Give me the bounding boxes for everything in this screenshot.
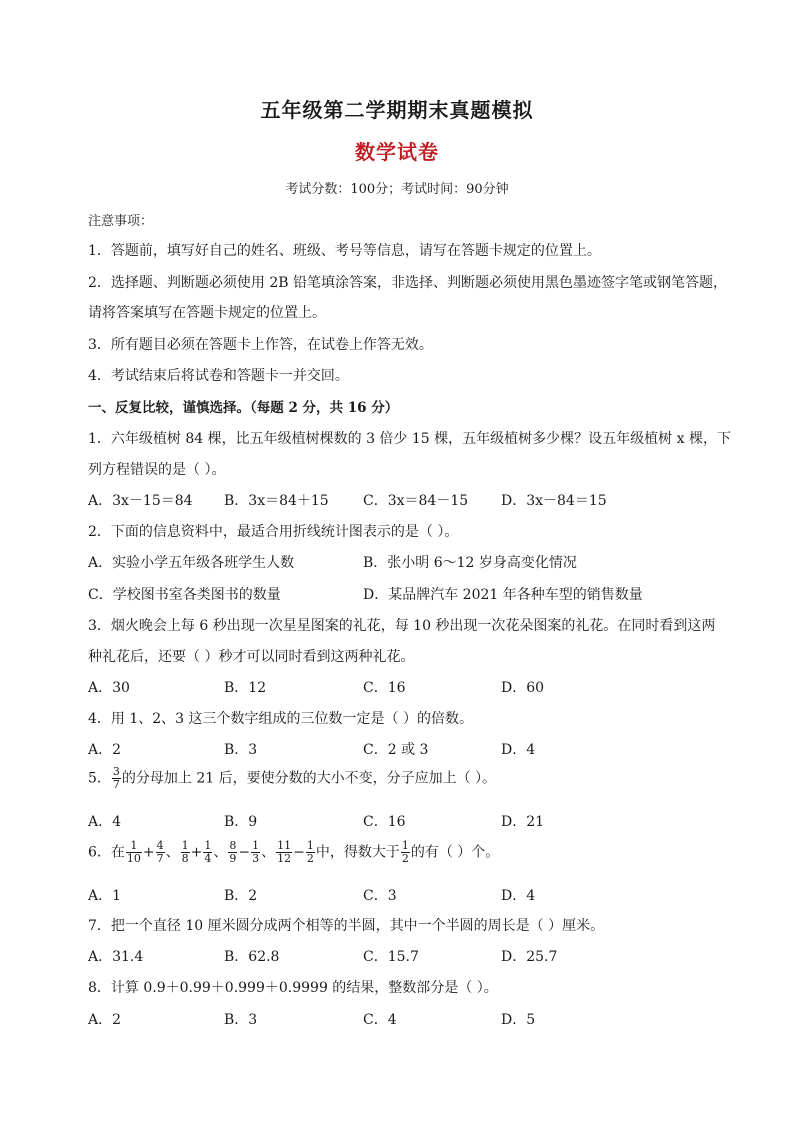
fraction-numerator: 8 bbox=[229, 839, 237, 852]
question-6-option-b: B．2 bbox=[224, 888, 258, 904]
question-8-option-b: B．3 bbox=[224, 1012, 258, 1028]
question-4-text: 4．用 1、2、3 这三个数字组成的三位数一定是（ ）的倍数。 bbox=[88, 711, 473, 727]
fraction-numerator: 1 bbox=[306, 839, 314, 852]
question-6-option-c: C．3 bbox=[363, 888, 397, 904]
question-1-option-c: C．3x＝84－15 bbox=[363, 493, 469, 509]
question-2-text: 2．下面的信息资料中，最适合用折线统计图表示的是（ ）。 bbox=[88, 524, 459, 540]
fraction-denominator: 3 bbox=[252, 852, 260, 865]
question-6-fraction bbox=[306, 840, 315, 865]
question-6-fraction bbox=[156, 840, 165, 865]
question-6-fraction bbox=[203, 840, 212, 865]
question-1-text: 1．六年级植树 84 棵，比五年级植树棵数的 3 倍少 15 棵，五年级植树多少棵？设五年级植树 x 棵，下 bbox=[88, 431, 731, 447]
question-7-text: 7．把一个直径 10 厘米圆分成两个相等的半圆，其中一个半圆的周长是（ ）厘米。 bbox=[88, 918, 605, 934]
fraction-numerator: 11 bbox=[277, 839, 292, 852]
question-8-option-d: D．5 bbox=[501, 1012, 536, 1028]
question-7-option-a: A．31.4 bbox=[88, 949, 144, 965]
question-7-option-c: C．15.7 bbox=[363, 949, 419, 965]
question-5-option-c: C．16 bbox=[363, 814, 406, 830]
question-2-option-b: B．张小明 6～12 岁身高变化情况 bbox=[363, 555, 577, 571]
exam-info: 考试分数：100分；考试时间：90分钟 bbox=[285, 182, 509, 197]
question-5-prefix: 5． bbox=[88, 770, 111, 787]
question-8-text: 8．计算 0.9＋0.99＋0.999＋0.9999 的结果，整数部分是（ ）。 bbox=[88, 980, 498, 996]
question-6-fraction bbox=[228, 840, 237, 865]
operator: + bbox=[190, 844, 203, 861]
question-6-text bbox=[88, 840, 499, 865]
note-item: 3．所有题目必须在答题卡上作答，在试卷上作答无效。 bbox=[88, 337, 433, 353]
question-3-option-c: C．16 bbox=[363, 680, 406, 696]
question-6-fraction bbox=[276, 840, 292, 865]
question-4-option-d: D．4 bbox=[501, 742, 536, 758]
separator: 、 bbox=[213, 844, 228, 861]
question-5-option-a: A．4 bbox=[88, 814, 122, 830]
question-7-option-d: D．25.7 bbox=[501, 949, 558, 965]
question-8-option-a: A．2 bbox=[88, 1012, 122, 1028]
section-heading: 一、反复比较，谨慎选择。（每题 2 分，共 16 分） bbox=[88, 400, 399, 416]
operator: − bbox=[238, 844, 251, 861]
notes-heading: 注意事项： bbox=[88, 214, 154, 229]
fraction-denominator: 2 bbox=[401, 852, 409, 865]
question-6-suffix: 的有（ ）个。 bbox=[410, 844, 500, 861]
page-subtitle: 数学试卷 bbox=[355, 140, 439, 164]
question-3-text: 3．烟火晚会上每 6 秒出现一次星星图案的礼花，每 10 秒出现一次花朵图案的礼花。在同时看到这两 bbox=[88, 618, 716, 634]
fraction-numerator: 1 bbox=[126, 840, 142, 853]
separator: 、 bbox=[165, 844, 180, 861]
question-6-fraction bbox=[251, 840, 260, 865]
fraction-numerator: 1 bbox=[401, 839, 409, 852]
operator: + bbox=[142, 844, 155, 861]
question-6-option-d: D．4 bbox=[501, 888, 536, 904]
page-title: 五年级第二学期期末真题模拟 bbox=[260, 98, 534, 122]
question-5-text bbox=[88, 766, 496, 791]
separator: 、 bbox=[261, 844, 276, 861]
fraction-denominator: 10 bbox=[126, 852, 141, 865]
question-4-option-a: A．2 bbox=[88, 742, 122, 758]
question-3-option-d: D．60 bbox=[501, 680, 545, 696]
question-5-suffix: 的分母加上 21 后，要使分数的大小不变，分子应加上（ ）。 bbox=[121, 770, 497, 787]
fraction-denominator: 7 bbox=[112, 778, 120, 791]
note-item: 1．答题前，填写好自己的姓名、班级、考号等信息，请写在答题卡规定的位置上。 bbox=[88, 243, 601, 259]
note-item: 请将答案填写在答题卡规定的位置上。 bbox=[88, 305, 326, 321]
question-1-option-a: A．3x－15＝84 bbox=[88, 493, 193, 509]
note-item: 2．选择题、判断题必须使用 2B 铅笔填涂答案，非选择、判断题必须使用黑色墨迹签字笔或钢笔答题， bbox=[88, 275, 728, 291]
question-6-option-a: A．1 bbox=[88, 888, 122, 904]
question-5-option-b: B．9 bbox=[224, 814, 258, 830]
fraction-numerator: 4 bbox=[156, 839, 164, 852]
question-2-option-c: C．学校图书室各类图书的数量 bbox=[88, 587, 281, 603]
question-2-option-a: A．实验小学五年级各班学生人数 bbox=[88, 555, 295, 571]
question-6-fraction bbox=[181, 840, 190, 865]
question-1-option-d: D．3x－84＝15 bbox=[501, 493, 607, 509]
fraction-denominator: 2 bbox=[306, 852, 314, 865]
question-4-option-c: C．2 或 3 bbox=[363, 742, 429, 758]
fraction-denominator: 4 bbox=[204, 852, 212, 865]
fraction-numerator: 1 bbox=[181, 839, 189, 852]
operator: − bbox=[293, 844, 305, 861]
question-7-option-b: B．62.8 bbox=[224, 949, 280, 965]
question-6-half-fraction bbox=[401, 840, 410, 865]
fraction-denominator: 8 bbox=[181, 852, 189, 865]
fraction-numerator: 1 bbox=[204, 839, 212, 852]
fraction-numerator: 3 bbox=[112, 765, 120, 778]
question-3-option-a: A．30 bbox=[88, 680, 130, 696]
question-1-option-b: B．3x＝84＋15 bbox=[224, 493, 329, 509]
fraction-denominator: 9 bbox=[229, 852, 237, 865]
question-6-fraction bbox=[126, 840, 142, 865]
question-6-prefix: 6．在 bbox=[88, 844, 125, 861]
question-6-middle: 中，得数大于 bbox=[315, 844, 400, 861]
fraction-denominator: 12 bbox=[277, 852, 292, 865]
question-4-option-b: B．3 bbox=[224, 742, 258, 758]
question-5-option-d: D．21 bbox=[501, 814, 545, 830]
question-1-text: 列方程错误的是（ ）。 bbox=[88, 462, 226, 478]
fraction-denominator: 7 bbox=[156, 852, 164, 865]
question-5-fraction bbox=[112, 766, 121, 791]
question-2-option-d: D．某品牌汽车 2021 年各种车型的销售数量 bbox=[363, 587, 643, 603]
question-3-text: 种礼花后，还要（ ）秒才可以同时看到这两种礼花。 bbox=[88, 649, 415, 665]
question-3-option-b: B．12 bbox=[224, 680, 267, 696]
question-8-option-c: C．4 bbox=[363, 1012, 397, 1028]
fraction-numerator: 1 bbox=[252, 839, 260, 852]
note-item: 4．考试结束后将试卷和答题卡一并交回。 bbox=[88, 368, 349, 384]
